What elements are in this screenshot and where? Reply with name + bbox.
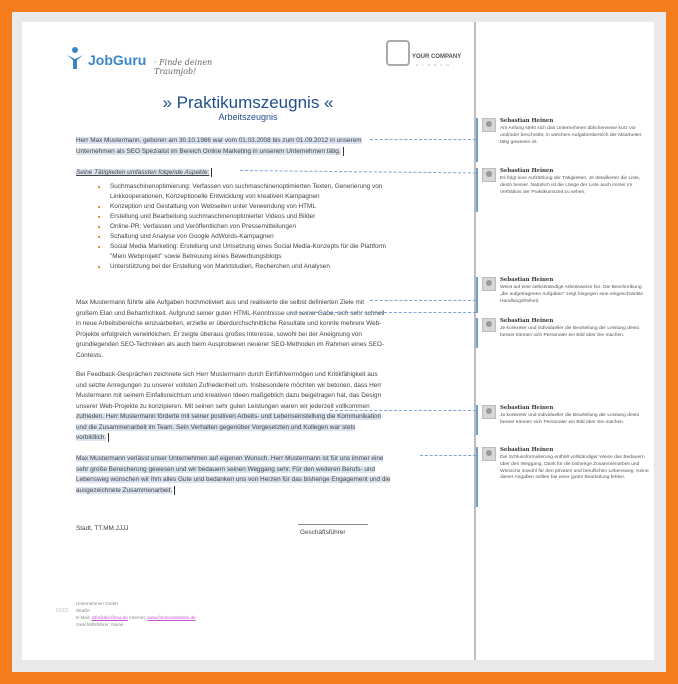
figure-icon — [66, 46, 84, 70]
comment-author: Sebastian Heinen — [500, 447, 554, 453]
footer-contact: E-Mail: info@die-firma.de Internet: www.firmenwebseite.de — [76, 615, 196, 620]
comment-body: Je konkreter und individueller die Beurteilung der Leistung desto besser können sich Personaler ein Bild über Sie machen. — [500, 326, 640, 338]
intro-line: Herr Max Mustermann, geboren am 30.10.1986 war vom 01.03.2008 bis zum 01.09.2012 in unserem — [76, 137, 362, 144]
document-subtitle: Arbeitszeugnis — [218, 112, 278, 122]
comment-bar — [476, 168, 478, 212]
comment-connector — [370, 139, 476, 141]
company-slogan: SLOGAN — [416, 63, 453, 67]
comment-author: Sebastian Heinen — [500, 168, 554, 174]
list-item: ■ Suchmaschinenoptimierung: Verfassen von suchmaschinenoptimierten Texten, Generierung von Linkkooperationen, Konzeptionelle Entwicklung von kreativen Kampagnen — [98, 182, 418, 202]
avatar — [482, 447, 496, 461]
avatar — [482, 118, 496, 132]
comment-body: Es folgt eine Aufzählung der Tätigkeiten. Je detaillierter die Liste, desto besser. Natürlich ist die Länge der Liste auch immer im Verhältnis der Praktikumszeit zu sehen. — [500, 176, 641, 195]
tasks-heading-block[interactable] — [76, 168, 212, 179]
performance-paragraph[interactable] — [76, 298, 436, 361]
comment[interactable] — [476, 447, 652, 507]
comment-connector — [330, 410, 476, 412]
comment-body: Je konkreter und individueller die Beurteilung der Leistung desto besser können sich Personaler ein Bild über Sie machen. — [500, 413, 640, 425]
paragraph-line: und setzte Anregungen zu unserer vollsten Zufriedenheit um. Insbesondere möchten wir betonen, dass Herr — [76, 381, 382, 389]
behavior-paragraph[interactable] — [76, 370, 436, 444]
intro-line: Unternehmen als SEO Spezialist im Bereich Online Marketing in unserem Unternehmen tätig. — [76, 147, 341, 155]
paragraph-line: grundlegenden SEO-Techniken als auch beim Ausprobieren neuerer SEO-Methoden im Rahmen eines SEO- — [76, 341, 384, 348]
comment-connector — [370, 300, 476, 302]
place-date: Stadt, TT.MM.JJJJ — [76, 525, 129, 532]
closing-paragraph[interactable] — [76, 454, 436, 496]
comment-author: Sebastian Heinen — [500, 318, 554, 324]
comment[interactable] — [476, 318, 652, 348]
tasks-heading: Seine Tätigkeiten umfassten folgende Aspekte: — [76, 169, 210, 177]
text-cursor — [343, 147, 344, 156]
paragraph-line: großem Elan und Beharrlichkeit. Aufgrund seiner guten HTML-Kenntnisse und seiner Gabe, sich sehr schnell — [76, 309, 385, 317]
paragraph-line: Lebensweg wünschen wir ihm alles Gute und bedanken uns von Herzen für das bisherige Engagement und die — [76, 476, 391, 483]
text-cursor — [108, 433, 109, 442]
list-item: ■ Social Media Marketing: Erstellung und Umsetzung eines Social Media-Konzepts für die Plattform "Mein Webprojekt" sowie Betreuung eines Bewerbungsblogs — [98, 242, 418, 262]
comment-body: Weist auf eine selbstständige Arbeitsweise hin. Die Beschreibung „die aufgetragenen Aufgaben" zeigt hingegen eine eingeschränkte Handlungsfreiheit. — [500, 285, 644, 304]
list-item: ■ Online-PR: Verfassen und Veröffentlichen von Pressemitteilungen — [98, 222, 418, 232]
paragraph-line: Max Mustermann verlässt unser Unternehmen auf eigenen Wunsch. Herr Mustermann ist für uns immer eine — [76, 455, 384, 462]
avatar — [482, 277, 496, 291]
comment-bar — [476, 405, 478, 435]
comment-bar — [476, 118, 478, 162]
text-cursor — [211, 168, 212, 177]
comment[interactable] — [476, 168, 652, 212]
list-item: ■ Schaltung und Analyse von Google AdWords-Kampagnen — [98, 232, 418, 242]
comment-author: Sebastian Heinen — [500, 118, 554, 124]
signature-label: Geschäftsführer — [300, 529, 346, 536]
footer-website-link[interactable]: www.firmenwebseite.de — [147, 615, 196, 620]
text-cursor — [174, 486, 175, 495]
comment[interactable] — [476, 118, 652, 162]
comment-body: Am Anfang steht sich das Unternehmen üblicherweise kurz vor und/oder beschreibt, in welchem Aufgabenbereich der Mitarbeiter tätig gewesen ist. — [500, 126, 642, 145]
paragraph-line: Projekte erfolgreich verwirklichen. Er zeigte überaus großes Interesse, sowohl bei der Aneignung von — [76, 330, 362, 338]
avatar — [482, 405, 496, 419]
paragraph-line: vorbildlich. — [76, 434, 107, 442]
document-page — [22, 22, 474, 660]
paragraph-line: Bei Feedback-Gesprächen zeichnete sich Herr Mustermann durch Einfühlvermögen und Kritikfähigkeit aus — [76, 371, 378, 378]
footer — [76, 600, 196, 628]
list-item: ■ Erstellung und Bearbeitung suchmaschinenoptimierter Videos und Bilder — [98, 212, 418, 222]
signature-line — [298, 524, 368, 525]
jobguru-logo — [66, 46, 216, 76]
tasks-list[interactable] — [98, 182, 418, 272]
footer-manager: Geschäftsführer: Name — [76, 622, 124, 627]
comment-connector — [420, 455, 476, 457]
paragraph-line: und die Zusammenarbeit im Team. Sein Verhalten gegenüber Vorgesetzten und Kollegen war stets — [76, 423, 356, 431]
comment-bar — [476, 447, 478, 507]
comment-body: Die Schlussformulierung enthält vollständiger Weise das Bedauern über den Weggang, Dank für die bisherige Zusammenarbeit und Wünsche sowohl für den privaten und beruflichen Lebensweg. Keine dieser Angaben sollten bei einer guten Beurteilung fehlen. — [500, 455, 649, 481]
comment-author: Sebastian Heinen — [500, 277, 554, 283]
comment-author: Sebastian Heinen — [500, 405, 554, 411]
comment[interactable] — [476, 277, 652, 313]
list-item: ■ Konzeption und Gestaltung von Webseiten unter Verwendung von HTML — [98, 202, 418, 212]
footer-email-link[interactable]: info@die-firma.de — [91, 615, 128, 620]
brand-name: JobGuru — [88, 52, 147, 68]
footer-street: Straße — [76, 608, 90, 613]
comment[interactable] — [476, 405, 652, 435]
page-number: 01/01 — [56, 608, 69, 614]
comment-connector — [290, 312, 476, 314]
company-name: YOUR COMPANY — [412, 54, 462, 60]
avatar — [482, 318, 496, 332]
paragraph-line: unserer Web-Projekte zu konzipieren. Mit seinen sehr guten Leistungen waren wir jederzeit vollkommen — [76, 402, 370, 410]
comment-bar — [476, 318, 478, 348]
brand-slogan: · Finde deinen Traumjob! — [154, 58, 213, 76]
comment-bar — [476, 277, 478, 313]
paragraph-line: sehr große Bereicherung gewesen und wir bedauern seinen Weggang sehr. Für den weiteren Berufs- und — [76, 465, 376, 473]
document-title: » Praktikumszeugnis « — [162, 93, 334, 112]
footer-company: Unternehmen GmbH — [76, 601, 119, 606]
list-item: ■ Unterstützung bei der Erstellung von Marktstudien, Recherchen und Analysen — [98, 262, 418, 272]
company-logo — [386, 40, 468, 70]
paragraph-line: Max Mustermann führte alle Aufgaben hochmotiviert aus und realisierte die selbst definierten Ziele mit — [76, 299, 365, 306]
paragraph-line: zufrieden. Herr Mustermann förderte mit seiner positiven Arbeits- und Lebenseinstellung die Kommunikation — [76, 413, 382, 420]
paragraph-line: ausgezeichnete Zusammenarbeit. — [76, 486, 173, 494]
paragraph-line: Mustermann mit seinem Einfallsreichtum und kreativen Ideen maßgeblich dazu beigetragen hat, das Design — [76, 392, 382, 399]
paragraph-line: in neue Arbeitsbereiche einzuarbeiten, erzielte er überdurchschnittliche Resultate und konnte mehrere Web- — [76, 320, 382, 327]
avatar — [482, 168, 496, 182]
paragraph-line: Contests. — [76, 351, 103, 359]
company-mark-icon — [386, 40, 410, 66]
